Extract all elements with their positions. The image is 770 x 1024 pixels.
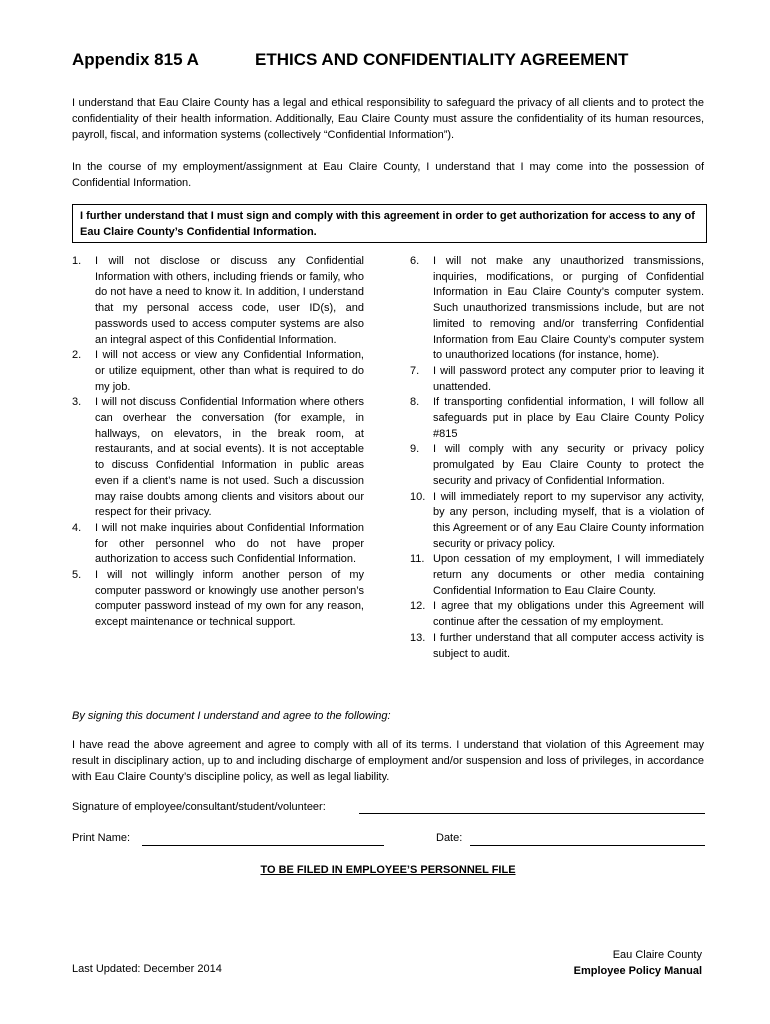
item-number: 12. bbox=[410, 600, 426, 613]
item-text: I will not make any unauthorized transmissions, inquiries, modifications, or purging of Confidential Information in Eau Claire County’s computer system. Such unauthorized transmissions include, but are not limited to removing and/or transferring Confidential Information from Eau Claire County’s computer system to unauthorized locations (for instance, home). bbox=[433, 255, 704, 362]
signature-field[interactable] bbox=[359, 813, 705, 814]
list-item bbox=[72, 395, 364, 521]
list-item bbox=[410, 490, 704, 553]
date-label: Date: bbox=[436, 832, 463, 844]
date-field[interactable] bbox=[470, 845, 705, 846]
signature-row bbox=[72, 801, 326, 819]
list-item bbox=[410, 442, 704, 489]
list-item bbox=[410, 631, 704, 662]
item-number: 8. bbox=[410, 396, 420, 409]
item-number: 9. bbox=[410, 443, 420, 456]
item-number: 11. bbox=[410, 553, 425, 566]
list-item bbox=[410, 552, 704, 599]
list-item bbox=[410, 364, 704, 395]
footer-org: Eau Claire County bbox=[612, 949, 702, 961]
item-number: 13. bbox=[410, 631, 426, 644]
item-text: I will not make inquiries about Confidential Information for other personnel who do not have proper authorization to access such Confidential Information. bbox=[95, 521, 364, 566]
item-number: 2. bbox=[72, 349, 82, 362]
footer-org-block bbox=[574, 947, 702, 979]
list-item bbox=[72, 521, 364, 568]
date-row bbox=[436, 832, 462, 850]
title-row bbox=[72, 48, 704, 74]
print-name-field[interactable] bbox=[142, 845, 384, 846]
appendix-label: Appendix 815 A bbox=[72, 50, 199, 69]
item-number: 7. bbox=[410, 364, 420, 377]
document-page bbox=[72, 0, 704, 1024]
footer-manual: Employee Policy Manual bbox=[573, 965, 702, 977]
item-number: 4. bbox=[72, 521, 82, 534]
item-text: I will not access or view any Confidential Information, or utilize equipment, other than what is required to do my job. bbox=[95, 349, 364, 393]
item-text: I will not willingly inform another person of my computer password or knowingly use another person’s computer password instead of my own for any reason, except maintenance or technical support. bbox=[95, 569, 364, 629]
item-number: 1. bbox=[72, 255, 82, 267]
list-item bbox=[410, 599, 704, 630]
intro-paragraph-1: I understand that Eau Claire County has a legal and ethical responsibility to safeguard the privacy of all clients and to protect the confidentiality of their health information. Additionally, Eau Claire County must assure the confidentiality of its human resources, payroll, fiscal, and information systems (collectively “Confidential Information”). bbox=[72, 97, 704, 141]
item-number: 6. bbox=[410, 255, 420, 267]
item-number: 5. bbox=[72, 569, 82, 582]
item-text: If transporting confidential information, I will follow all safeguards put in place by Eau Claire County Policy #815 bbox=[433, 396, 704, 440]
intro-paragraph-2: In the course of my employment/assignment at Eau Claire County, I understand that I may come into the possession of Confidential Information. bbox=[72, 161, 704, 189]
item-number: 3. bbox=[72, 396, 82, 409]
list-item bbox=[72, 348, 364, 395]
authorization-box: I further understand that I must sign and comply with this agreement in order to get authorization for access to any of Eau Claire County’s Confidential Information. bbox=[72, 204, 707, 243]
list-item bbox=[410, 254, 704, 364]
item-text: I will not disclose or discuss any Confidential Information with others, including friends or family, who do not have a need to know it. In addition, I understand that my personal access code, user ID(s), and passwords used to access computer systems are also an integral aspect of this Confidential Information. bbox=[95, 255, 364, 346]
agreement-paragraph: I have read the above agreement and agree to comply with all of its terms. I understand that violation of this Agreement may result in disciplinary action, up to and including discharge of employment and/or suspension and loss of privileges, in accordance with Eau Claire County’s discipline policy, as well as legal liability. bbox=[72, 739, 704, 783]
item-text: I will password protect any computer prior to leaving it unattended. bbox=[433, 364, 704, 393]
item-text: I agree that my obligations under this Agreement will continue after the cessation of my employment. bbox=[433, 600, 704, 629]
item-text: I further understand that all computer access activity is subject to audit. bbox=[433, 631, 704, 660]
signature-label: Signature of employee/consultant/student/volunteer: bbox=[72, 801, 326, 813]
print-name-row bbox=[72, 832, 130, 850]
item-text: Upon cessation of my employment, I will immediately return any documents or other media containing Confidential Information to Eau Claire County. bbox=[433, 553, 704, 597]
item-text: I will not discuss Confidential Information where others can overhear the conversation (for example, in hallways, on elevators, in the break room, at restaurants, and at social events). It is not acceptable to discuss Confidential Information in public areas even if a client’s name is not used. Such a discussion may raise doubts among clients and visitors about our respect for their privacy. bbox=[95, 396, 364, 519]
filed-notice: TO BE FILED IN EMPLOYEE’S PERSONNEL FILE bbox=[260, 864, 516, 876]
list-item bbox=[72, 568, 364, 631]
item-text: I will immediately report to my supervisor any activity, by any person, including myself, that is a violation of this Agreement or of any Eau Claire County information security or privacy policy. bbox=[433, 490, 704, 550]
print-name-label: Print Name: bbox=[72, 832, 131, 844]
signing-intro: By signing this document I understand and agree to the following: bbox=[72, 710, 391, 722]
list-item bbox=[410, 395, 704, 442]
last-updated: Last Updated: December 2014 bbox=[72, 963, 222, 975]
document-title: ETHICS AND CONFIDENTIALITY AGREEMENT bbox=[255, 50, 629, 69]
item-text: I will comply with any security or privacy policy promulgated by Eau Claire County to protect the security and privacy of Confidential Information. bbox=[433, 443, 704, 487]
agreement-list-right bbox=[410, 254, 704, 662]
item-number: 10. bbox=[410, 490, 426, 503]
list-item bbox=[72, 254, 364, 348]
agreement-list-left bbox=[72, 254, 364, 631]
